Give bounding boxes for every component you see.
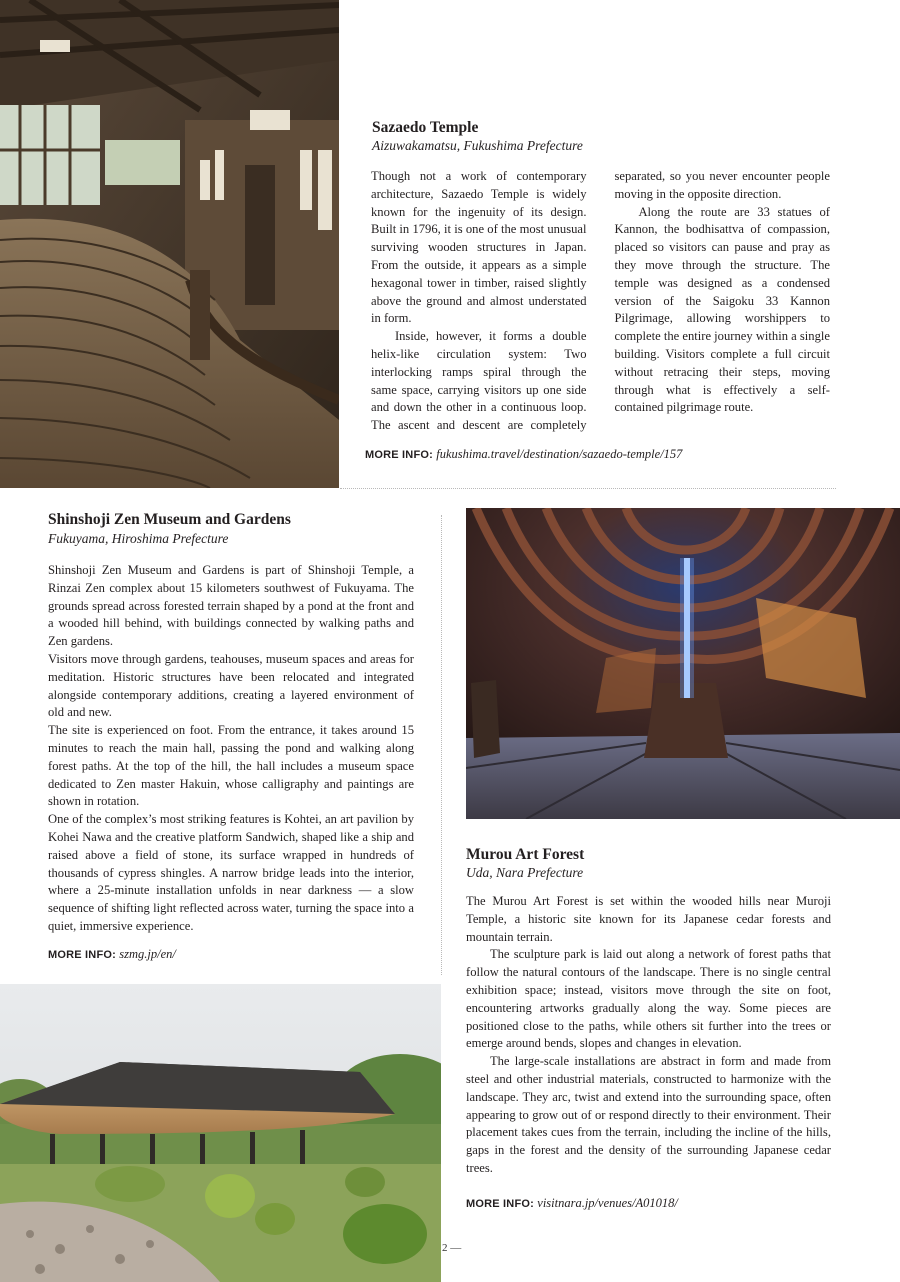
- more-info-label: MORE INFO:: [466, 1198, 534, 1210]
- sazaedo-interior-photo: [0, 0, 339, 488]
- sazaedo-paragraph: Inside, however, it forms a double helix-like circulation system: Two interlocking ramps spiral through the same space, carrying visitors up one side and down the other in a continuous loop. The ascent and descent are completely separated, so you never encounter people moving in the opposite direction.: [371, 169, 830, 433]
- section-divider: [340, 488, 836, 489]
- sazaedo-title: Sazaedo Temple: [372, 119, 479, 136]
- murou-location: Uda, Nara Prefecture: [466, 865, 584, 880]
- sazaedo-more-info-link[interactable]: fukushima.travel/destination/sazaedo-temple/157: [436, 447, 683, 461]
- sazaedo-paragraph: Along the route are 33 statues of Kannon, the bodhisattva of compassion, placed so visitors can pause and pray as they move through the structure. The temple was designed as a condensed version of the Saigoku 33 Kannon Pilgrimage, allowing worshippers to complete the entire journey within a single building. Visitors complete a full circuit without retracing their steps, moving through what is effectively a self-contained pilgrimage route.: [614, 204, 830, 415]
- sazaedo-location: Aizuwakamatsu, Fukushima Prefecture: [372, 138, 583, 153]
- kohtei-pavilion-photo: [0, 984, 441, 1282]
- shinshoji-paragraph: One of the complex’s most striking features is Kohtei, an art pavilion by Kohei Nawa and the creative platform Sandwich, shaped like a ship and raised above a field of stone, its surface wrapped in hundreds of thousands of cypress shingles. A narrow bridge leads into the interior, where a 25-minute installation unfolds in near darkness — a slow sequence of shifting light reflected across water, turning the space into a quiet, immersive experience.: [48, 812, 414, 933]
- murou-paragraph: The sculpture park is laid out along a network of forest paths that follow the natural contours of the landscape. There is no single central exhibition space; instead, visitors move through the site on foot, encountering artworks gradually along the way. Some pieces are positioned close to the paths, while others sit further into the trees or emerge around bends, slopes and changes in elevation.: [466, 947, 831, 1051]
- shinshoji-body: [48, 562, 414, 936]
- shinshoji-paragraph: Visitors move through gardens, teahouses, museum spaces and areas for meditation. Historic structures have been relocated and integrated alongside contemporary additions, creating a layered environment of old and new.: [48, 651, 414, 720]
- murou-installation-photo: [466, 508, 900, 819]
- murou-body: [466, 893, 831, 1178]
- more-info-label: MORE INFO:: [48, 949, 116, 961]
- murou-paragraph: The large-scale installations are abstract in form and made from steel and other industrial materials, constructed to harmonize with the landscape. They arc, twist and extend into the surrounding space, often appearing to grow out of or respond directly to their environment. Their placement takes cues from the terrain, including the incline of the hills, gaps in the forest and the density of the surrounding Japanese cedar trees.: [466, 1054, 831, 1175]
- sazaedo-paragraph: Though not a work of contemporary architecture, Sazaedo Temple is widely known for the ingenuity of its design. Built in 1796, it is one of the most unusual surviving wooden structures in Japan. From the outside, it appears as a simple hexagonal tower in timber, raised slightly above the ground and almost understated in form.: [371, 169, 587, 326]
- murou-more-info: [466, 1195, 678, 1212]
- sazaedo-more-info: [365, 446, 682, 463]
- more-info-label: MORE INFO:: [365, 449, 433, 461]
- shinshoji-title: Shinshoji Zen Museum and Gardens: [48, 511, 291, 528]
- shinshoji-paragraph: The site is experienced on foot. From the entrance, it takes around 15 minutes to reach the main hall, passing the pond and walking along forest paths. At the top of the hill, the hall includes a museum space dedicated to Zen master Hakuin, whose calligraphy and paintings are shown in rotation.: [48, 723, 414, 809]
- column-divider: [441, 515, 442, 975]
- shinshoji-more-info-link[interactable]: szmg.jp/en/: [119, 947, 176, 961]
- shinshoji-location: Fukuyama, Hiroshima Prefecture: [48, 531, 229, 546]
- murou-title: Murou Art Forest: [466, 846, 585, 863]
- sazaedo-body: [371, 168, 830, 438]
- shinshoji-more-info: [48, 946, 176, 963]
- shinshoji-paragraph: Shinshoji Zen Museum and Gardens is part of Shinshoji Temple, a Rinzai Zen complex about 15 kilometers southwest of Fukuyama. The grounds spread across forested terrain shaped by a pond at the front and a wooded hill behind, with buildings connected by walking paths and Zen gardens.: [48, 563, 414, 649]
- murou-more-info-link[interactable]: visitnara.jp/venues/A01018/: [537, 1196, 678, 1210]
- murou-paragraph: The Murou Art Forest is set within the wooded hills near Muroji Temple, a historic site known for its Japanese cedar forests and mountain terrain.: [466, 894, 831, 944]
- page-number: 2 —: [442, 1242, 462, 1254]
